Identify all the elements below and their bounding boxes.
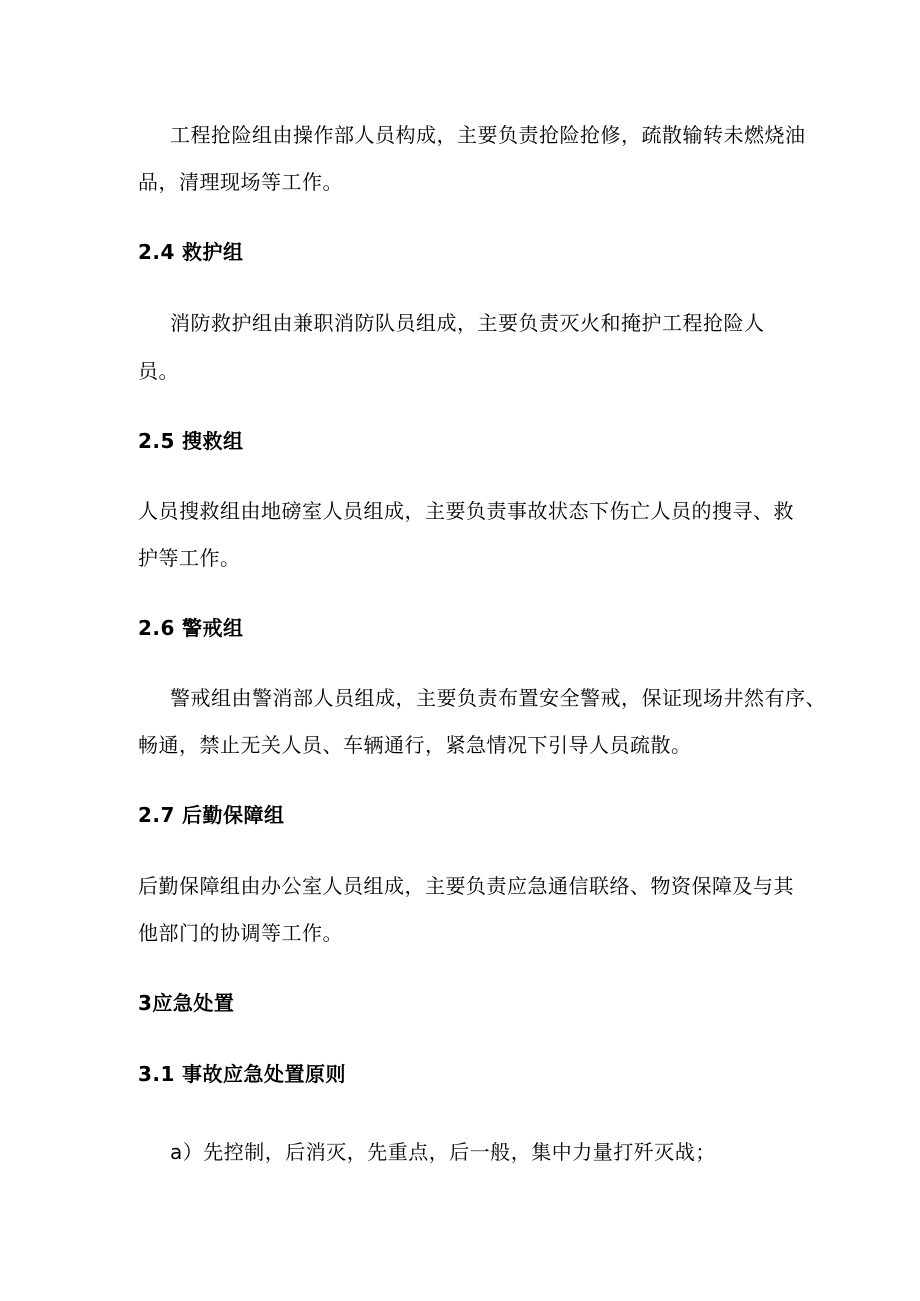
paragraph-line: 消防救护组由兼职消防队员组成，主要负责灭火和掩护工程抢险人 [170,311,765,335]
paragraph-line: 护等工作。 [138,546,241,570]
section-title: 事故应急处置原则 [182,1062,346,1086]
section-heading-2-6 [138,616,244,640]
section-heading-2-5 [138,429,244,453]
paragraph-line: 员。 [138,359,179,383]
section-title: 搜救组 [182,429,244,453]
section-heading-3 [138,991,234,1015]
paragraph-line: 人员搜救组由地磅室人员组成，主要负责事故状态下伤亡人员的搜寻、救 [138,499,794,523]
section-number: 2.5 [138,429,175,453]
section-number: 2.4 [138,240,175,264]
section-number: 2.6 [138,616,175,640]
list-item: a）先控制，后消灭，先重点，后一般，集中力量打歼灭战； [170,1140,716,1164]
section-number: 3 [138,991,153,1015]
paragraph-line: 警戒组由警消部人员组成，主要负责布置安全警戒，保证现场井然有序、 [170,686,826,710]
section-heading-2-4 [138,240,244,264]
paragraph-line: 后勤保障组由办公室人员组成，主要负责应急通信联络、物资保障及与其 [138,874,794,898]
section-number: 2.7 [138,803,175,827]
section-title: 警戒组 [182,616,244,640]
paragraph-line: 品，清理现场等工作。 [138,170,343,194]
section-title: 后勤保障组 [182,803,285,827]
section-title: 应急处置 [152,991,235,1015]
paragraph-line: 工程抢险组由操作部人员构成，主要负责抢险抢修，疏散输转未燃烧油 [170,123,806,147]
section-heading-2-7 [138,803,285,827]
paragraph-line: 畅通，禁止无关人员、车辆通行，紧急情况下引导人员疏散。 [138,733,692,757]
section-title: 救护组 [182,240,244,264]
paragraph-line: 他部门的协调等工作。 [138,921,343,945]
section-heading-3-1 [138,1062,346,1086]
section-number: 3.1 [138,1062,175,1086]
